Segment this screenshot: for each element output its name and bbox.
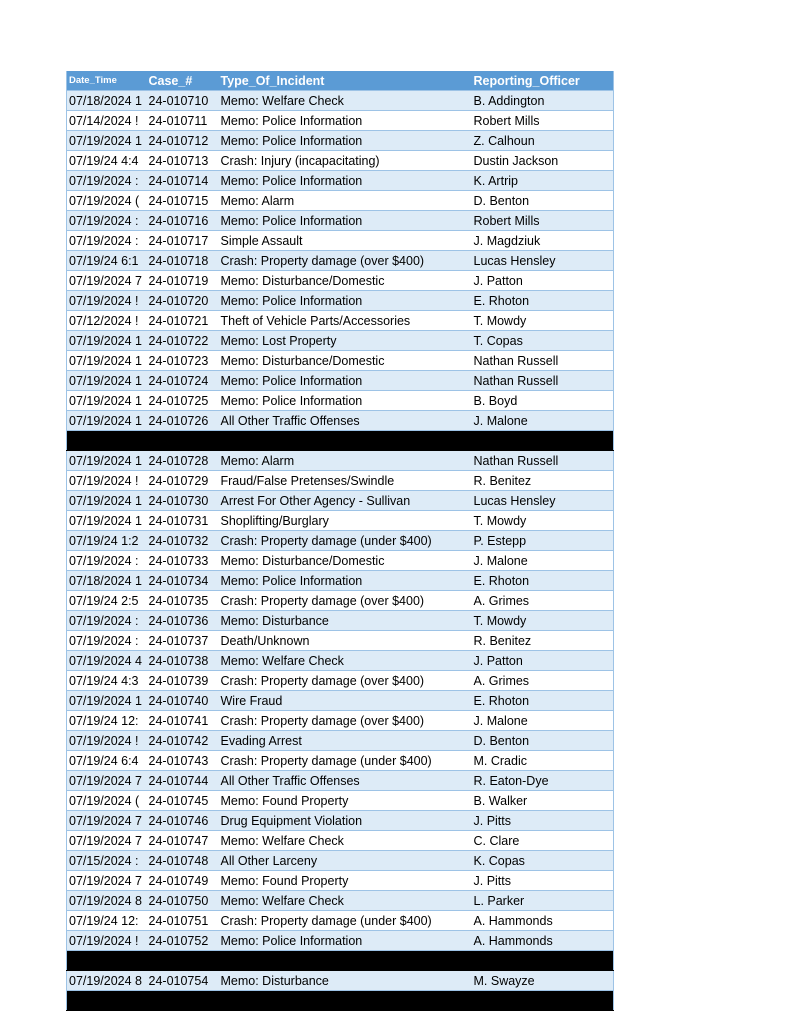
cell-reporting-officer[interactable]: Nathan Russell [472,351,614,371]
cell-case-number[interactable]: 24-010721 [147,311,219,331]
cell-date-time[interactable]: 07/19/24 4:3 [67,671,147,691]
table-row [67,151,614,171]
cell-case-number[interactable]: 24-010731 [147,511,219,531]
cell-date-time[interactable]: 07/19/24 2:5 [67,591,147,611]
table-row [67,331,614,351]
table-row [67,111,614,131]
table-row [67,731,614,751]
cell-reporting-officer[interactable]: Nathan Russell [472,371,614,391]
cell-incident-type[interactable]: Crash: Property damage (over $400) [219,671,472,691]
table-row [67,291,614,311]
cell-case-number[interactable]: 24-010722 [147,331,219,351]
cell-date-time[interactable]: 07/19/2024 ( [67,191,147,211]
redacted-cell [472,951,614,971]
cell-incident-type[interactable]: Drug Equipment Violation [219,811,472,831]
table-row [67,891,614,911]
table-row [67,851,614,871]
cell-reporting-officer[interactable]: T. Mowdy [472,511,614,531]
cell-reporting-officer[interactable]: M. Cradic [472,751,614,771]
cell-date-time[interactable]: 07/15/2024 : [67,851,147,871]
cell-incident-type[interactable]: Wire Fraud [219,691,472,711]
cell-incident-type[interactable]: Crash: Property damage (under $400) [219,911,472,931]
table-row [67,411,614,431]
cell-case-number[interactable]: 24-010750 [147,891,219,911]
cell-incident-type[interactable]: Crash: Injury (incapacitating) [219,151,472,171]
cell-case-number[interactable]: 24-010736 [147,611,219,631]
cell-incident-type[interactable]: Memo: Police Information [219,111,472,131]
table-row [67,351,614,371]
table-row [67,511,614,531]
cell-case-number[interactable]: 24-010733 [147,551,219,571]
redacted-row [67,951,614,971]
cell-incident-type[interactable]: Evading Arrest [219,731,472,751]
cell-date-time[interactable]: 07/19/2024 : [67,171,147,191]
cell-incident-type[interactable]: Memo: Disturbance [219,971,472,991]
cell-reporting-officer[interactable]: P. Estepp [472,531,614,551]
cell-incident-type[interactable]: Memo: Police Information [219,571,472,591]
cell-date-time[interactable]: 07/19/2024 8 [67,891,147,911]
table-row [67,791,614,811]
cell-case-number[interactable]: 24-010725 [147,391,219,411]
cell-case-number[interactable]: 24-010751 [147,911,219,931]
cell-case-number[interactable]: 24-010714 [147,171,219,191]
table-row [67,491,614,511]
cell-case-number[interactable]: 24-010754 [147,971,219,991]
cell-case-number[interactable]: 24-010742 [147,731,219,751]
table-row [67,531,614,551]
cell-date-time[interactable]: 07/19/24 6:1 [67,251,147,271]
cell-date-time[interactable]: 07/19/2024 1 [67,411,147,431]
cell-case-number[interactable]: 24-010716 [147,211,219,231]
cell-date-time[interactable]: 07/19/2024 : [67,231,147,251]
cell-date-time[interactable]: 07/19/2024 : [67,211,147,231]
cell-incident-type[interactable]: Memo: Police Information [219,131,472,151]
redacted-cell [472,431,614,451]
cell-reporting-officer[interactable]: B. Walker [472,791,614,811]
cell-case-number[interactable]: 24-010747 [147,831,219,851]
table-row [67,591,614,611]
table-row [67,311,614,331]
cell-date-time[interactable]: 07/19/2024 4 [67,651,147,671]
cell-reporting-officer[interactable]: B. Addington [472,91,614,111]
cell-incident-type[interactable]: Crash: Property damage (over $400) [219,711,472,731]
cell-incident-type[interactable]: Shoplifting/Burglary [219,511,472,531]
table-row [67,611,614,631]
table-row [67,191,614,211]
cell-case-number[interactable]: 24-010718 [147,251,219,271]
redacted-cell [67,431,147,451]
cell-case-number[interactable]: 24-010729 [147,471,219,491]
cell-incident-type[interactable]: Arrest For Other Agency - Sullivan [219,491,472,511]
cell-date-time[interactable]: 07/19/2024 ( [67,791,147,811]
table-row [67,651,614,671]
cell-case-number[interactable]: 24-010720 [147,291,219,311]
header-date-time[interactable]: Date_Time [67,71,147,91]
redacted-cell [147,991,219,1011]
cell-reporting-officer[interactable]: C. Clare [472,831,614,851]
cell-reporting-officer[interactable]: J. Malone [472,551,614,571]
table-row [67,971,614,991]
cell-reporting-officer[interactable]: Robert Mills [472,111,614,131]
redacted-cell [147,431,219,451]
cell-date-time[interactable]: 07/19/2024 ! [67,931,147,951]
table-row [67,711,614,731]
cell-date-time[interactable]: 07/19/2024 1 [67,391,147,411]
cell-incident-type[interactable]: Memo: Disturbance [219,611,472,631]
cell-incident-type[interactable]: Memo: Disturbance/Domestic [219,351,472,371]
cell-reporting-officer[interactable]: Dustin Jackson [472,151,614,171]
header-row [67,71,614,91]
cell-reporting-officer[interactable]: B. Boyd [472,391,614,411]
cell-date-time[interactable]: 07/19/2024 1 [67,351,147,371]
cell-reporting-officer[interactable]: D. Benton [472,731,614,751]
cell-case-number[interactable]: 24-010734 [147,571,219,591]
cell-date-time[interactable]: 07/19/2024 1 [67,451,147,471]
cell-reporting-officer[interactable]: R. Eaton-Dye [472,771,614,791]
cell-case-number[interactable]: 24-010728 [147,451,219,471]
redacted-row [67,991,614,1011]
cell-reporting-officer[interactable]: D. Benton [472,191,614,211]
table-row [67,471,614,491]
redacted-cell [219,951,472,971]
cell-reporting-officer[interactable]: L. Parker [472,891,614,911]
cell-incident-type[interactable]: Crash: Property damage (under $400) [219,751,472,771]
cell-reporting-officer[interactable]: J. Malone [472,711,614,731]
cell-case-number[interactable]: 24-010717 [147,231,219,251]
cell-case-number[interactable]: 24-010724 [147,371,219,391]
cell-incident-type[interactable]: Memo: Police Information [219,291,472,311]
redacted-cell [147,951,219,971]
cell-incident-type[interactable]: Memo: Disturbance/Domestic [219,271,472,291]
table-row [67,571,614,591]
cell-reporting-officer[interactable]: T. Copas [472,331,614,351]
cell-date-time[interactable]: 07/19/24 4:4 [67,151,147,171]
cell-reporting-officer[interactable]: A. Grimes [472,591,614,611]
cell-incident-type[interactable]: Memo: Police Information [219,211,472,231]
cell-date-time[interactable]: 07/19/2024 7 [67,771,147,791]
table-row [67,271,614,291]
cell-incident-type[interactable]: Theft of Vehicle Parts/Accessories [219,311,472,331]
cell-reporting-officer[interactable]: R. Benitez [472,471,614,491]
cell-reporting-officer[interactable]: E. Rhoton [472,691,614,711]
cell-date-time[interactable]: 07/19/2024 8 [67,971,147,991]
cell-date-time[interactable]: 07/12/2024 ! [67,311,147,331]
table-row [67,211,614,231]
cell-date-time[interactable]: 07/19/2024 1 [67,511,147,531]
cell-case-number[interactable]: 24-010745 [147,791,219,811]
table-row [67,771,614,791]
cell-date-time[interactable]: 07/18/2024 1 [67,91,147,111]
cell-incident-type[interactable]: Memo: Police Information [219,171,472,191]
table-row [67,811,614,831]
cell-date-time[interactable]: 07/19/24 12: [67,711,147,731]
table-row [67,231,614,251]
cell-reporting-officer[interactable]: T. Mowdy [472,611,614,631]
cell-incident-type[interactable]: Crash: Property damage (over $400) [219,591,472,611]
cell-case-number[interactable]: 24-010713 [147,151,219,171]
table-row [67,871,614,891]
table-row [67,131,614,151]
redacted-cell [472,991,614,1011]
cell-reporting-officer[interactable]: Lucas Hensley [472,491,614,511]
header-incident-type[interactable]: Type_Of_Incident [219,71,472,91]
table-row [67,631,614,651]
redacted-cell [67,991,147,1011]
cell-reporting-officer[interactable]: K. Copas [472,851,614,871]
cell-date-time[interactable]: 07/19/2024 ! [67,471,147,491]
table-row [67,391,614,411]
cell-reporting-officer[interactable]: E. Rhoton [472,291,614,311]
cell-case-number[interactable]: 24-010712 [147,131,219,151]
cell-incident-type[interactable]: Memo: Alarm [219,451,472,471]
table-row [67,171,614,191]
cell-incident-type[interactable]: Memo: Welfare Check [219,831,472,851]
cell-case-number[interactable]: 24-010710 [147,91,219,111]
table-row [67,671,614,691]
cell-case-number[interactable]: 24-010711 [147,111,219,131]
cell-date-time[interactable]: 07/19/2024 : [67,611,147,631]
cell-incident-type[interactable]: Crash: Property damage (under $400) [219,531,472,551]
table-row [67,451,614,471]
cell-incident-type[interactable]: All Other Larceny [219,851,472,871]
cell-date-time[interactable]: 07/19/2024 ! [67,731,147,751]
cell-incident-type[interactable]: Memo: Found Property [219,871,472,891]
table-row [67,911,614,931]
header-case-number[interactable]: Case_# [147,71,219,91]
cell-date-time[interactable]: 07/19/2024 7 [67,871,147,891]
table-row [67,371,614,391]
cell-case-number[interactable]: 24-010744 [147,771,219,791]
cell-reporting-officer[interactable]: E. Rhoton [472,571,614,591]
cell-incident-type[interactable]: Memo: Police Information [219,391,472,411]
cell-reporting-officer[interactable]: Robert Mills [472,211,614,231]
table-row [67,691,614,711]
table-row [67,551,614,571]
cell-reporting-officer[interactable]: Nathan Russell [472,451,614,471]
redacted-cell [219,431,472,451]
cell-case-number[interactable]: 24-010752 [147,931,219,951]
cell-incident-type[interactable]: Memo: Welfare Check [219,91,472,111]
cell-date-time[interactable]: 07/18/2024 1 [67,571,147,591]
cell-case-number[interactable]: 24-010739 [147,671,219,691]
cell-case-number[interactable]: 24-010748 [147,851,219,871]
cell-reporting-officer[interactable]: K. Artrip [472,171,614,191]
cell-case-number[interactable]: 24-010743 [147,751,219,771]
cell-incident-type[interactable]: All Other Traffic Offenses [219,411,472,431]
cell-reporting-officer[interactable]: M. Swayze [472,971,614,991]
cell-case-number[interactable]: 24-010737 [147,631,219,651]
cell-case-number[interactable]: 24-010741 [147,711,219,731]
cell-incident-type[interactable]: Death/Unknown [219,631,472,651]
cell-incident-type[interactable]: Memo: Police Information [219,371,472,391]
cell-reporting-officer[interactable]: R. Benitez [472,631,614,651]
cell-reporting-officer[interactable]: T. Mowdy [472,311,614,331]
cell-date-time[interactable]: 07/19/2024 1 [67,371,147,391]
cell-incident-type[interactable]: Memo: Police Information [219,931,472,951]
cell-reporting-officer[interactable]: J. Patton [472,271,614,291]
cell-case-number[interactable]: 24-010732 [147,531,219,551]
cell-case-number[interactable]: 24-010726 [147,411,219,431]
cell-incident-type[interactable]: Memo: Disturbance/Domestic [219,551,472,571]
cell-date-time[interactable]: 07/14/2024 ! [67,111,147,131]
cell-date-time[interactable]: 07/19/24 6:4 [67,751,147,771]
cell-reporting-officer[interactable]: A. Hammonds [472,931,614,951]
cell-date-time[interactable]: 07/19/2024 : [67,631,147,651]
cell-date-time[interactable]: 07/19/2024 1 [67,491,147,511]
redacted-cell [219,991,472,1011]
table-row [67,751,614,771]
cell-date-time[interactable]: 07/19/24 1:2 [67,531,147,551]
cell-date-time[interactable]: 07/19/2024 7 [67,831,147,851]
cell-date-time[interactable]: 07/19/2024 7 [67,811,147,831]
table-row [67,91,614,111]
cell-incident-type[interactable]: Memo: Alarm [219,191,472,211]
cell-incident-type[interactable]: Memo: Lost Property [219,331,472,351]
cell-incident-type[interactable]: Fraud/False Pretenses/Swindle [219,471,472,491]
redacted-row [67,431,614,451]
header-reporting-officer[interactable]: Reporting_Officer [472,71,614,91]
cell-incident-type[interactable]: Memo: Welfare Check [219,891,472,911]
table-row [67,931,614,951]
cell-case-number[interactable]: 24-010746 [147,811,219,831]
table-row [67,831,614,851]
cell-case-number[interactable]: 24-010738 [147,651,219,671]
cell-date-time[interactable]: 07/19/2024 ! [67,291,147,311]
cell-incident-type[interactable]: All Other Traffic Offenses [219,771,472,791]
cell-reporting-officer[interactable]: J. Pitts [472,871,614,891]
cell-date-time[interactable]: 07/19/2024 1 [67,691,147,711]
cell-date-time[interactable]: 07/19/2024 1 [67,331,147,351]
incident-table [66,71,614,1011]
cell-incident-type[interactable]: Simple Assault [219,231,472,251]
cell-case-number[interactable]: 24-010735 [147,591,219,611]
cell-date-time[interactable]: 07/19/2024 : [67,551,147,571]
cell-case-number[interactable]: 24-010740 [147,691,219,711]
cell-case-number[interactable]: 24-010715 [147,191,219,211]
cell-date-time[interactable]: 07/19/2024 7 [67,271,147,291]
cell-case-number[interactable]: 24-010719 [147,271,219,291]
cell-reporting-officer[interactable]: Z. Calhoun [472,131,614,151]
cell-reporting-officer[interactable]: A. Hammonds [472,911,614,931]
cell-reporting-officer[interactable]: J. Pitts [472,811,614,831]
cell-incident-type[interactable]: Memo: Found Property [219,791,472,811]
redacted-cell [67,951,147,971]
cell-reporting-officer[interactable]: J. Patton [472,651,614,671]
cell-case-number[interactable]: 24-010723 [147,351,219,371]
cell-case-number[interactable]: 24-010749 [147,871,219,891]
cell-date-time[interactable]: 07/19/24 12: [67,911,147,931]
cell-incident-type[interactable]: Crash: Property damage (over $400) [219,251,472,271]
cell-reporting-officer[interactable]: A. Grimes [472,671,614,691]
cell-reporting-officer[interactable]: J. Magdziuk [472,231,614,251]
cell-case-number[interactable]: 24-010730 [147,491,219,511]
cell-reporting-officer[interactable]: J. Malone [472,411,614,431]
table-row [67,251,614,271]
cell-incident-type[interactable]: Memo: Welfare Check [219,651,472,671]
cell-date-time[interactable]: 07/19/2024 1 [67,131,147,151]
cell-reporting-officer[interactable]: Lucas Hensley [472,251,614,271]
